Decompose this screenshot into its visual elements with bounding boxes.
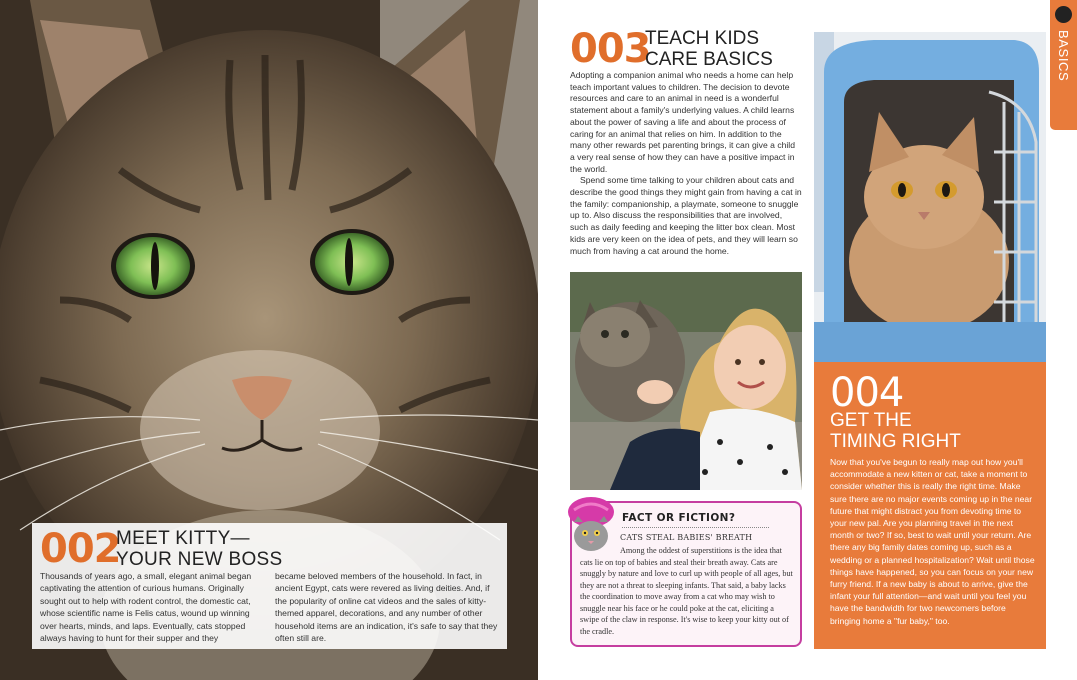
- fact-box-divider: [622, 527, 769, 528]
- section-003-body: [570, 70, 802, 257]
- fact-box-subtitle: CATS STEAL BABIES' BREATH: [620, 533, 753, 542]
- fact-box-title: FACT OR FICTION?: [622, 512, 736, 524]
- girl-petting-cat-photo: [570, 272, 802, 490]
- section-003-para1: Adopting a companion animal who needs a home can help teach important values to children. The decision to devote resources and care to an animal in need is a wonderful statement about a family's underlying values. A child learns about the power of saving a life and about the process of caring for an animal that relies on him. In addition to the many other rewards pet parenting brings, it can give a child a very real sense of how they can have a positive impact in the world.: [570, 70, 795, 174]
- section-002-heading-line1: MEET KITTY—: [116, 528, 250, 549]
- basics-section-tab: [1050, 0, 1077, 130]
- cat-in-carrier-photo: [814, 32, 1046, 362]
- section-002-heading: [116, 528, 282, 570]
- section-004-heading-line2: TIMING RIGHT: [830, 431, 961, 452]
- section-004-heading-line1: GET THE: [830, 410, 912, 431]
- side-tab-label: BASICS: [1056, 30, 1071, 82]
- section-002-col1: Thousands of years ago, a small, elegant animal began captivating the attention of curious humans. Originally sought out to help with rodent control, the domestic cat, whose scientific name is Felis catus, wound up winning over hearts, minds, and laps. Eventually, cats stopped always having to hunt for their supper and they: [40, 571, 252, 644]
- section-icon: [1055, 6, 1072, 23]
- section-002-number: 002: [40, 526, 121, 572]
- section-003-para2: Spend some time talking to your children about cats and describe the good things they might gain from having a cat in the family: companionship, a playmate, someone to snuggle up to. Also discuss the responsibilities that are involved, such as daily feeding and keeping the litter box clean. Most kids are very keen on the idea of pets, and they will learn so much from having a cat around the home.: [570, 175, 802, 256]
- section-002-col2: became beloved members of the household. In fact, in ancient Egypt, cats were revered as living deities. And, if the popularity of online cat videos and the sales of kitty-themed apparel, decorations, and any number of other household items are an indication, it's safe to say that they often still are.: [275, 571, 498, 644]
- fact-box-body: Among the oddest of superstitions is the idea that cats lie on top of babies and steal their breath away. Cats are snuggly by nature and love to curl up with people of all ages, but they are not a threat to sleeping infants. That said, a baby lacks the coordination to move away from a cat who may wish to snuggle near his face or he could poke at the cat, eliciting a swipe of the claw in response. It's wise to keep your kitty out of the cradle.: [580, 546, 793, 636]
- cat-in-turban-icon: [566, 496, 616, 554]
- cat-carrier-illustration: [814, 32, 1046, 362]
- section-003-number: 003: [570, 26, 651, 72]
- section-004-box: [814, 362, 1046, 649]
- section-002-heading-line2: YOUR NEW BOSS: [116, 549, 283, 570]
- section-004-body: Now that you've begun to really map out how you'll accommodate a new kitten or cat, take a moment to consider whether this is really the right time. Make sure there are no major events coming up in the near future that might distract you from devoting time to your new pal. Are you planning travel in the next month or two? If so, best to wait until your return. Are there any big family dates coming up, such as a wedding or a planned hospitalization? Wait until those things have happened, so you can focus on your new furry friend. If a new baby is about to arrive, give the infant your full attention—and wait until you feel you have the bandwidth for two newcomers before bringing home a "fur baby," too.: [830, 457, 1035, 626]
- section-002-box: [32, 523, 507, 649]
- cat-photo: [0, 0, 538, 680]
- section-002-columns: [40, 570, 498, 644]
- section-003-heading: [645, 28, 815, 70]
- section-003-heading-line1: TEACH KIDS: [645, 28, 760, 49]
- section-004-number: 004: [830, 370, 904, 416]
- girl-and-cat-illustration: [570, 272, 802, 490]
- section-003-heading-line2: CARE BASICS: [645, 49, 773, 70]
- section-004-heading: [830, 410, 1030, 452]
